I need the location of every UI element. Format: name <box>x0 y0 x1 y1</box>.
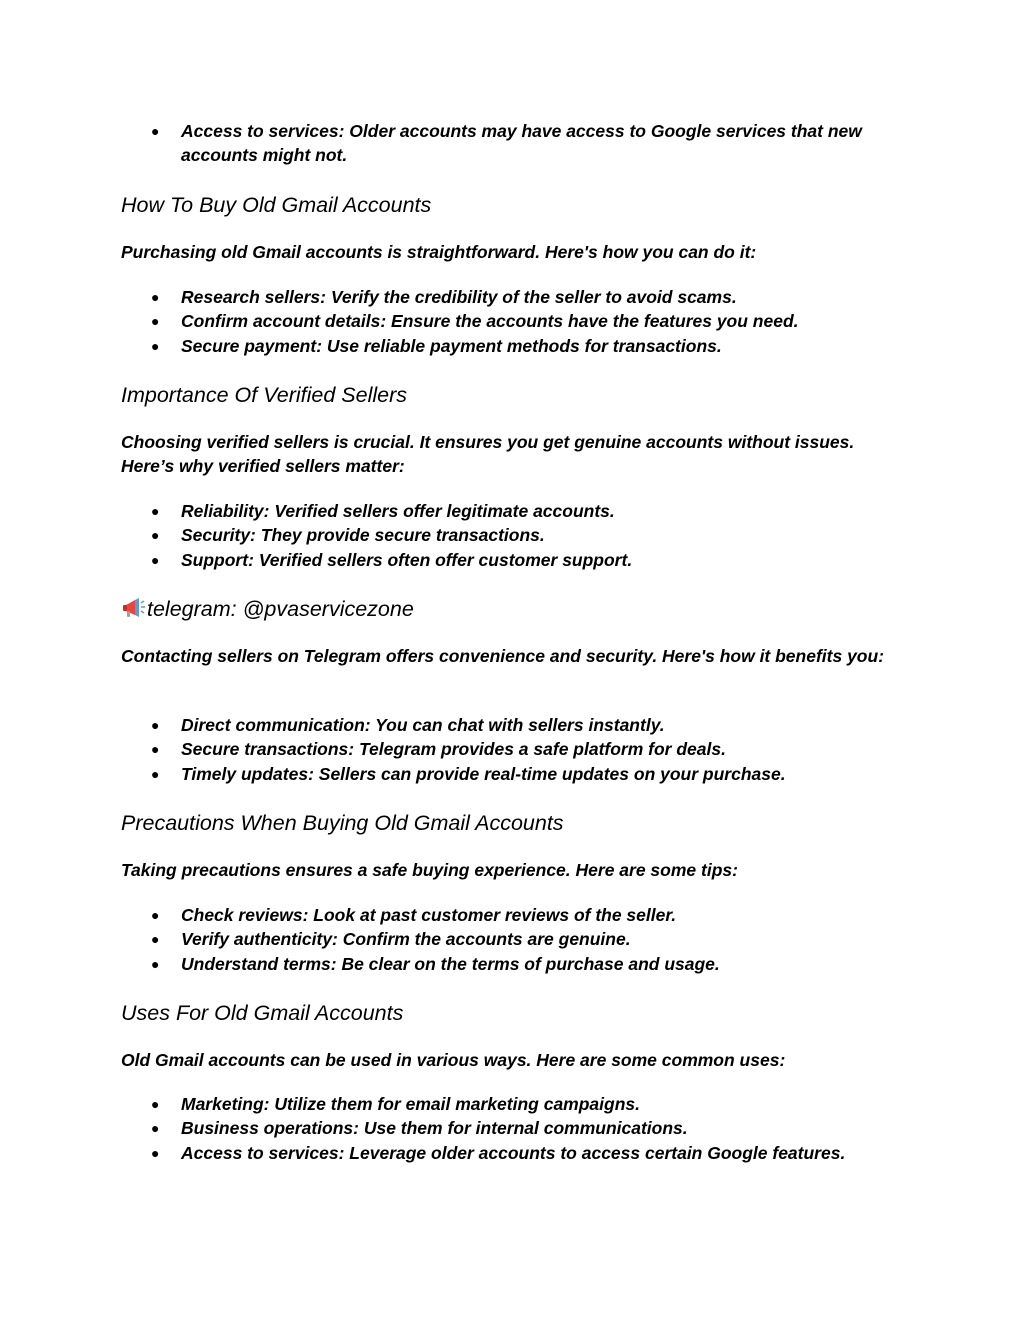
section-paragraph: Old Gmail accounts can be used in various ways. Here are some common uses: <box>121 1050 786 1070</box>
list-item <box>0 119 911 168</box>
list-item <box>0 285 911 309</box>
bullet: ● <box>151 503 160 519</box>
list-item-text: Confirm account details: Ensure the accounts have the features you need. <box>181 311 799 332</box>
section-paragraph: Choosing verified sellers is crucial. It ensures you get genuine accounts without issues. Here’s why verified sellers matter: <box>121 432 855 477</box>
bullet: ● <box>151 717 160 733</box>
section-list <box>0 1092 1024 1165</box>
list-item-text: Business operations: Use them for internal communications. <box>181 1118 688 1139</box>
section-paragraph: Contacting sellers on Telegram offers convenience and security. Here's how it benefits you: <box>121 646 885 666</box>
list-item <box>0 1092 911 1116</box>
section-list <box>0 285 1024 358</box>
section-heading: Importance Of Verified Sellers <box>121 383 407 407</box>
bullet: ● <box>151 551 160 568</box>
list-item-text: Understand terms: Be clear on the terms of purchase and usage. <box>181 953 720 974</box>
list-item <box>0 1141 911 1165</box>
list-item <box>0 737 911 761</box>
bullet: ● <box>151 1120 160 1137</box>
list-item-text: Access to services: Older accounts may have access to Google services that new accounts might not. <box>181 121 862 166</box>
list-item <box>0 523 911 547</box>
bullet: ● <box>151 765 160 782</box>
bullet: ● <box>151 123 160 139</box>
list-item <box>0 334 911 358</box>
list-item-text: Security: They provide secure transactions. <box>181 525 545 546</box>
list-item-text: Direct communication: You can chat with sellers instantly. <box>181 715 665 735</box>
bullet: ● <box>151 907 160 923</box>
list-item <box>0 903 911 927</box>
list-item-text: Reliability: Verified sellers offer legitimate accounts. <box>181 501 615 521</box>
bullet: ● <box>151 313 160 330</box>
section-heading: How To Buy Old Gmail Accounts <box>121 193 432 217</box>
bullet: ● <box>151 1144 160 1161</box>
section-paragraph: Purchasing old Gmail accounts is straightforward. Here's how you can do it: <box>121 242 757 262</box>
list-item-text: Timely updates: Sellers can provide real-time updates on your purchase. <box>181 763 786 784</box>
list-item <box>0 548 911 572</box>
bullet: ● <box>151 289 160 305</box>
bullet: ● <box>151 955 160 972</box>
section-heading-telegram <box>121 595 414 623</box>
section-heading: Uses For Old Gmail Accounts <box>121 1001 404 1025</box>
list-item <box>0 762 911 786</box>
list-item <box>0 713 911 737</box>
megaphone-icon <box>121 595 147 621</box>
list-item <box>0 952 911 976</box>
list-item <box>0 309 911 333</box>
list-item-text: Access to services: Leverage older accounts to access certain Google features. <box>181 1142 846 1163</box>
section-heading-text: telegram: @pvaservicezone <box>147 597 414 621</box>
intro-list <box>0 119 1024 168</box>
section-list <box>0 499 1024 572</box>
list-item-text: Marketing: Utilize them for email marketing campaigns. <box>181 1094 640 1114</box>
section-list <box>0 903 1024 976</box>
list-item <box>0 499 911 523</box>
bullet: ● <box>151 1096 160 1112</box>
section-heading: Precautions When Buying Old Gmail Accounts <box>121 811 564 835</box>
list-item-text: Check reviews: Look at past customer reviews of the seller. <box>181 905 677 925</box>
bullet: ● <box>151 527 160 544</box>
list-item-text: Research sellers: Verify the credibility of the seller to avoid scams. <box>181 287 737 307</box>
list-item <box>0 1116 911 1140</box>
list-item <box>0 927 911 951</box>
bullet: ● <box>151 337 160 354</box>
list-item-text: Verify authenticity: Confirm the accounts are genuine. <box>181 929 631 950</box>
bullet: ● <box>151 741 160 758</box>
section-list <box>0 713 1024 786</box>
section-paragraph: Taking precautions ensures a safe buying experience. Here are some tips: <box>121 860 738 880</box>
list-item-text: Support: Verified sellers often offer customer support. <box>181 549 633 570</box>
bullet: ● <box>151 931 160 948</box>
list-item-text: Secure payment: Use reliable payment methods for transactions. <box>181 335 722 356</box>
list-item-text: Secure transactions: Telegram provides a safe platform for deals. <box>181 739 726 760</box>
